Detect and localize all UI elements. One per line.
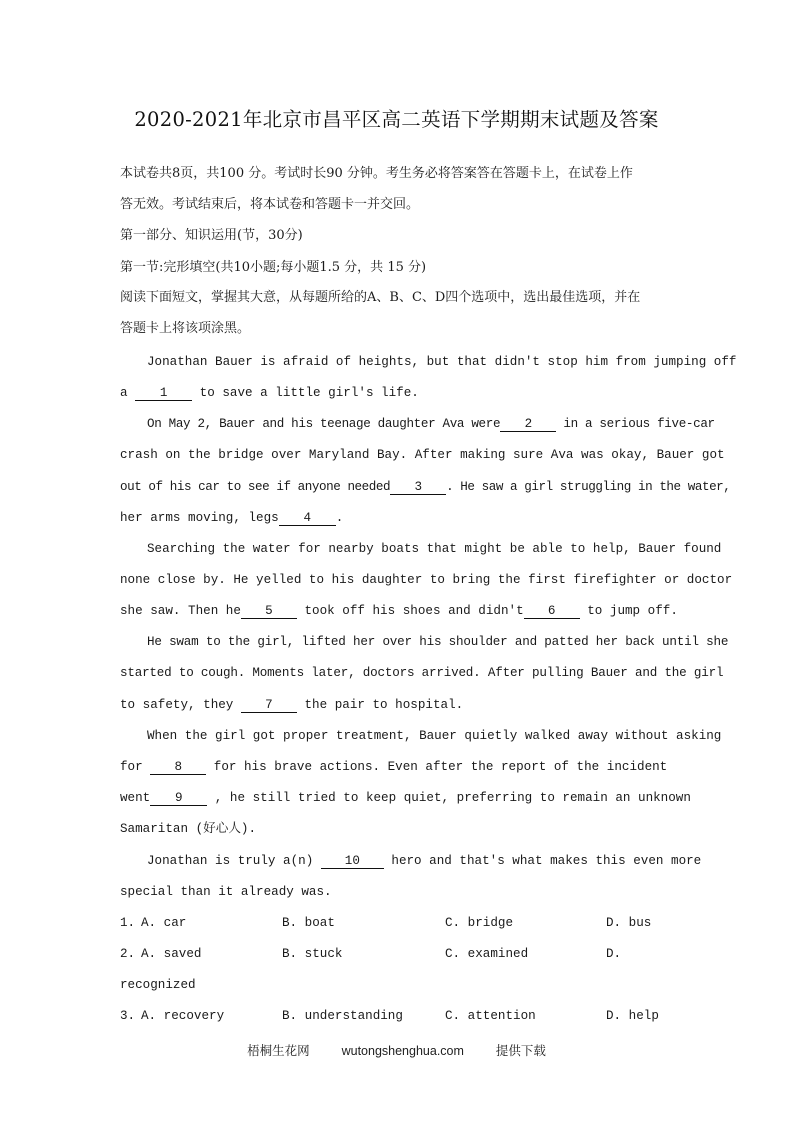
passage-line: When the girl got proper treatment, Bauer quietly walked away without asking bbox=[147, 729, 722, 743]
text: the pair to hospital. bbox=[296, 698, 464, 712]
text: On May 2, Bauer and his teenage daughter Ava were bbox=[147, 417, 501, 431]
instructions: 阅读下面短文，掌握其大意，从每题所给的A、B、C、D四个选项中，选出最佳选项，并在 bbox=[120, 290, 641, 305]
passage-line bbox=[120, 790, 691, 806]
option-d-text: recognized bbox=[120, 978, 196, 992]
intro-line: 本试卷共8页，共100 分。考试时长90 分钟。考生务必将答案答在答题卡上，在试卷上作 bbox=[120, 166, 633, 181]
text: she saw. Then he bbox=[120, 604, 241, 618]
text: Jonathan is truly a(n) bbox=[147, 854, 321, 868]
text: . He saw a girl struggling in the water, bbox=[446, 480, 731, 494]
option-d: D. bbox=[606, 947, 622, 961]
blank-2: 2 bbox=[500, 418, 556, 432]
option-b: B. boat bbox=[282, 916, 335, 930]
passage-line: He swam to the girl, lifted her over his shoulder and patted her back until she bbox=[147, 635, 729, 649]
passage-line: Jonathan Bauer is afraid of heights, but that didn't stop him from jumping off bbox=[147, 355, 737, 369]
passage-line bbox=[120, 759, 675, 775]
page-footer bbox=[0, 1041, 793, 1059]
passage-line bbox=[120, 479, 731, 495]
question-number: 2. bbox=[120, 947, 136, 961]
text: to jump off. bbox=[579, 604, 678, 618]
footer-note: 提供下载 bbox=[495, 1043, 546, 1058]
footer-url[interactable]: wutongshenghua.com bbox=[341, 1044, 464, 1058]
document-title: 2020-2021年北京市昌平区高二英语下学期期末试题及答案 bbox=[134, 108, 659, 131]
text: went bbox=[120, 791, 151, 805]
passage-line: none close by. He yelled to his daughter to bring the first firefighter or doctor bbox=[120, 573, 733, 587]
instructions: 答题卡上将该项涂黑。 bbox=[120, 321, 251, 336]
passage-line bbox=[120, 853, 702, 869]
passage-line: started to cough. Moments later, doctors arrived. After pulling Bauer and the girl bbox=[120, 666, 724, 680]
passage-line bbox=[120, 416, 715, 432]
passage-line: special than it already was. bbox=[120, 885, 332, 899]
part-heading: 第一部分、知识运用(节，30分) bbox=[120, 228, 303, 243]
blank-9: 9 bbox=[150, 792, 207, 806]
blank-6: 6 bbox=[524, 605, 580, 619]
text: took off his shoes and didn't bbox=[296, 604, 524, 618]
text: a bbox=[120, 386, 136, 400]
option-a: A. recovery bbox=[141, 1009, 225, 1023]
text: her arms moving, legs bbox=[120, 511, 279, 525]
blank-3: 3 bbox=[390, 481, 446, 495]
option-c: C. examined bbox=[445, 947, 529, 961]
text: to safety, they bbox=[120, 698, 241, 712]
blank-1: 1 bbox=[135, 387, 192, 401]
option-a: A. car bbox=[141, 916, 187, 930]
section-heading: 第一节:完形填空(共10小题;每小题1.5 分，共 15 分) bbox=[120, 260, 427, 275]
blank-5: 5 bbox=[241, 605, 297, 619]
text: to save a little girl's life. bbox=[192, 386, 419, 400]
passage-line bbox=[120, 697, 675, 713]
passage-line bbox=[120, 510, 675, 526]
passage-line bbox=[120, 385, 675, 401]
option-b: B. understanding bbox=[282, 1009, 403, 1023]
text: in a serious five-car bbox=[556, 417, 715, 431]
blank-10: 10 bbox=[321, 855, 384, 869]
option-d: D. help bbox=[606, 1009, 659, 1023]
text: . bbox=[335, 511, 344, 525]
passage-line: Searching the water for nearby boats that might be able to help, Bauer found bbox=[147, 542, 722, 556]
option-d: D. bus bbox=[606, 916, 652, 930]
intro-line: 答无效。考试结束后，将本试卷和答题卡一并交回。 bbox=[120, 197, 420, 212]
text: , he still tried to keep quiet, preferring to remain an unknown bbox=[207, 791, 691, 805]
passage-line: Samaritan (好心人). bbox=[120, 822, 257, 836]
footer-site-name: 梧桐生花网 bbox=[247, 1043, 310, 1058]
blank-8: 8 bbox=[150, 761, 206, 775]
option-a: A. saved bbox=[141, 947, 202, 961]
question-number: 1. bbox=[120, 916, 136, 930]
text: for his brave actions. Even after the report of the incident bbox=[206, 760, 668, 774]
passage-line: crash on the bridge over Maryland Bay. After making sure Ava was okay, Bauer got bbox=[120, 448, 725, 462]
option-c: C. bridge bbox=[445, 916, 514, 930]
text: out of his car to see if anyone needed bbox=[120, 480, 391, 494]
blank-7: 7 bbox=[241, 699, 297, 713]
option-b: B. stuck bbox=[282, 947, 343, 961]
option-c: C. attention bbox=[445, 1009, 536, 1023]
question-number: 3. bbox=[120, 1009, 136, 1023]
text: hero and that's what makes this even more bbox=[383, 854, 702, 868]
passage-line bbox=[120, 603, 678, 619]
blank-4: 4 bbox=[279, 512, 336, 526]
text: for bbox=[120, 760, 151, 774]
